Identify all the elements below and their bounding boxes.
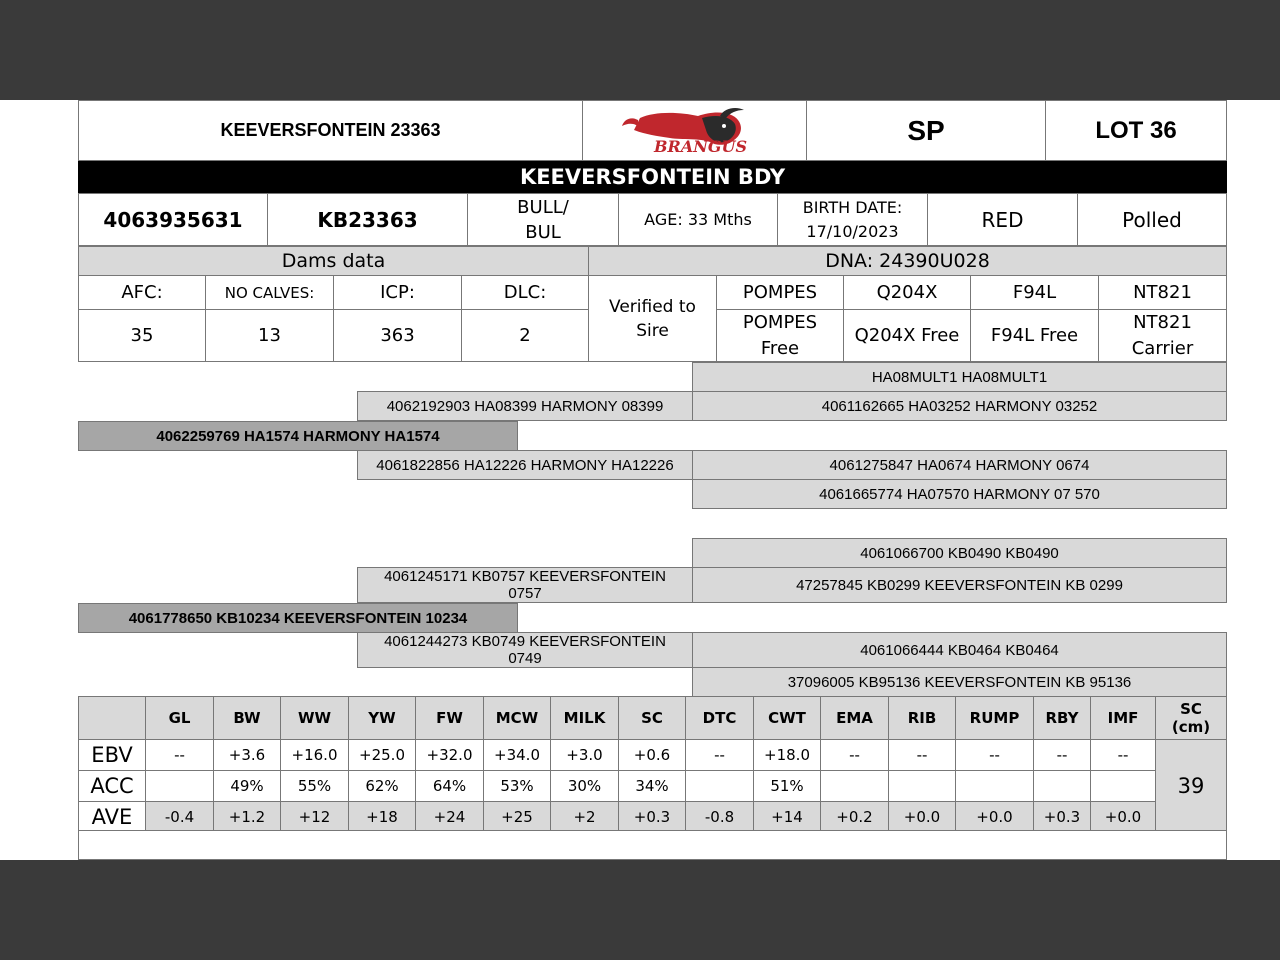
pedigree-sire-dam-dam: 4061665774 HA07570 HARMONY 07 570	[692, 479, 1227, 509]
ebv-cell: --	[1091, 740, 1156, 771]
ebv-cell: --	[686, 740, 754, 771]
afc-label: AFC:	[78, 275, 206, 310]
ebv-col-ww: WW	[281, 697, 349, 740]
sc-cm-value: 39	[1156, 740, 1227, 833]
brangus-logo	[582, 100, 807, 161]
pedigree-sire-sire-dam: 4061162665 HA03252 HARMONY 03252	[692, 391, 1227, 421]
dam-sire-line-1: 4061245171 KB0757 KEEVERSFONTEIN	[384, 568, 666, 585]
row-label-ebv: EBV	[79, 740, 146, 771]
acc-cell: 30%	[551, 771, 619, 802]
sc-cm-label-line-2: (cm)	[1171, 718, 1211, 736]
nt821-result-line-1: NT821	[1133, 311, 1192, 333]
ebv-col-ema: EMA	[821, 697, 889, 740]
dna-test-pompes: POMPES	[716, 275, 844, 310]
ebv-cell: +0.6	[619, 740, 686, 771]
acc-cell: 55%	[281, 771, 349, 802]
ave-cell: +0.3	[1034, 802, 1091, 833]
ebv-corner-cell	[79, 697, 146, 740]
ebv-col-rump: RUMP	[956, 697, 1034, 740]
sex-line-2: BUL	[525, 221, 561, 243]
ebv-cell: +18.0	[754, 740, 821, 771]
ave-cell: +0.0	[1091, 802, 1156, 833]
sp-badge: SP	[806, 100, 1046, 161]
acc-cell	[1034, 771, 1091, 802]
acc-cell: 49%	[214, 771, 281, 802]
dam-dam-line-1: 4061244273 KB0749 KEEVERSFONTEIN	[384, 633, 666, 650]
ebv-col-imf: IMF	[1091, 697, 1156, 740]
pompes-result-line-2: Free	[760, 337, 800, 359]
dna-result-f94l: F94L Free	[970, 309, 1099, 362]
ave-cell: +18	[349, 802, 416, 833]
pedigree-dam-sire	[357, 567, 693, 603]
pedigree-dam: 4061778650 KB10234 KEEVERSFONTEIN 10234	[78, 603, 518, 633]
ebv-cell: +16.0	[281, 740, 349, 771]
pedigree-dam-dam	[357, 632, 693, 668]
ave-cell: -0.8	[686, 802, 754, 833]
ebv-col-dtc: DTC	[686, 697, 754, 740]
sc-cm-label-line-1: SC	[1180, 700, 1202, 718]
ave-cell: +0.0	[956, 802, 1034, 833]
ave-cell: -0.4	[146, 802, 214, 833]
ave-cell: +1.2	[214, 802, 281, 833]
ebv-col-mcw: MCW	[484, 697, 551, 740]
ebv-cell: +3.0	[551, 740, 619, 771]
nt821-result-line-2: Carrier	[1131, 337, 1194, 359]
sex-line-1: BULL/	[517, 196, 569, 218]
afc-value: 35	[78, 309, 206, 362]
ebv-header-row	[79, 697, 1227, 740]
pedigree-sire-dam: 4061822856 HA12226 HARMONY HA12226	[357, 450, 693, 480]
ave-cell: +14	[754, 802, 821, 833]
acc-cell	[821, 771, 889, 802]
animal-sex	[467, 193, 619, 246]
ebv-col-milk: MILK	[551, 697, 619, 740]
animal-id: 4063935631	[78, 193, 268, 246]
birth-date-label: BIRTH DATE:	[802, 197, 903, 217]
ebv-cell: +25.0	[349, 740, 416, 771]
pedigree-sire-sire: 4062192903 HA08399 HARMONY 08399	[357, 391, 693, 421]
verified-line-1: Verified to	[609, 296, 696, 317]
ave-cell: +0.3	[619, 802, 686, 833]
acc-cell: 51%	[754, 771, 821, 802]
ebv-table	[78, 696, 1227, 833]
dams-data-title: Dams data	[78, 246, 589, 276]
ave-cell: +12	[281, 802, 349, 833]
no-calves-label: NO CALVES:	[205, 275, 334, 310]
ebv-cell: --	[956, 740, 1034, 771]
ebv-row-ebv	[79, 740, 1227, 771]
ebv-cell: +3.6	[214, 740, 281, 771]
verified-line-2: Sire	[636, 320, 669, 341]
ebv-cell: +34.0	[484, 740, 551, 771]
ave-cell: +24	[416, 802, 484, 833]
svg-text:BRANGUS: BRANGUS	[653, 136, 747, 156]
animal-title: KEEVERSFONTEIN BDY	[78, 161, 1227, 193]
ebv-col-fw: FW	[416, 697, 484, 740]
ebv-col-gl: GL	[146, 697, 214, 740]
acc-cell: 53%	[484, 771, 551, 802]
dlc-value: 2	[461, 309, 589, 362]
dna-result-nt821	[1098, 309, 1227, 362]
pedigree-sire-sire-sire: HA08MULT1 HA08MULT1	[692, 362, 1227, 392]
dna-result-q204x: Q204X Free	[843, 309, 971, 362]
animal-horn-status: Polled	[1077, 193, 1227, 246]
ave-cell: +0.0	[889, 802, 956, 833]
icp-label: ICP:	[333, 275, 462, 310]
footer-box	[78, 830, 1227, 860]
ave-cell: +25	[484, 802, 551, 833]
pedigree-sire-dam-sire: 4061275847 HA0674 HARMONY 0674	[692, 450, 1227, 480]
dam-dam-line-2: 0749	[508, 650, 542, 667]
ebv-cell: --	[1034, 740, 1091, 771]
ebv-cell: --	[146, 740, 214, 771]
verified-to-sire	[588, 275, 717, 362]
pedigree-dam-dam-dam: 37096005 KB95136 KEEVERSFONTEIN KB 95136	[692, 667, 1227, 697]
ebv-row-acc	[79, 771, 1227, 802]
dam-sire-line-2: 0757	[508, 585, 542, 602]
animal-color: RED	[927, 193, 1078, 246]
pompes-result-line-1: POMPES	[742, 311, 818, 333]
pedigree-sire: 4062259769 HA1574 HARMONY HA1574	[78, 421, 518, 451]
ebv-col-yw: YW	[349, 697, 416, 740]
animal-name-header: KEEVERSFONTEIN 23363	[78, 100, 583, 161]
dna-test-f94l: F94L	[970, 275, 1099, 310]
acc-cell	[889, 771, 956, 802]
acc-cell	[956, 771, 1034, 802]
acc-cell	[686, 771, 754, 802]
icp-value: 363	[333, 309, 462, 362]
pedigree-dam-sire-dam: 47257845 KB0299 KEEVERSFONTEIN KB 0299	[692, 567, 1227, 603]
ebv-col-cwt: CWT	[754, 697, 821, 740]
ebv-cell: +32.0	[416, 740, 484, 771]
acc-cell: 64%	[416, 771, 484, 802]
row-label-acc: ACC	[79, 771, 146, 802]
acc-cell	[146, 771, 214, 802]
row-label-ave: AVE	[79, 802, 146, 833]
dna-test-nt821: NT821	[1098, 275, 1227, 310]
dna-result-pompes	[716, 309, 844, 362]
ave-cell: +0.2	[821, 802, 889, 833]
dlc-label: DLC:	[461, 275, 589, 310]
acc-cell	[1091, 771, 1156, 802]
pedigree-dam-sire-sire: 4061066700 KB0490 KB0490	[692, 538, 1227, 568]
animal-code: KB23363	[267, 193, 468, 246]
dna-test-q204x: Q204X	[843, 275, 971, 310]
birth-date-value: 17/10/2023	[806, 221, 899, 241]
ebv-col-bw: BW	[214, 697, 281, 740]
birth-date	[777, 193, 928, 246]
bull-head-icon	[620, 106, 770, 156]
ebv-cell: --	[821, 740, 889, 771]
ebv-row-ave	[79, 802, 1227, 833]
ebv-col-rib: RIB	[889, 697, 956, 740]
acc-cell: 34%	[619, 771, 686, 802]
dna-title: DNA: 24390U028	[588, 246, 1227, 276]
ebv-col-sc: SC	[619, 697, 686, 740]
ebv-col-sc-cm	[1156, 697, 1227, 740]
no-calves-value: 13	[205, 309, 334, 362]
ave-cell: +2	[551, 802, 619, 833]
lot-number: LOT 36	[1045, 100, 1227, 161]
ebv-cell: --	[889, 740, 956, 771]
acc-cell: 62%	[349, 771, 416, 802]
animal-age: AGE: 33 Mths	[618, 193, 778, 246]
pedigree-dam-dam-sire: 4061066444 KB0464 KB0464	[692, 632, 1227, 668]
ebv-col-rby: RBY	[1034, 697, 1091, 740]
